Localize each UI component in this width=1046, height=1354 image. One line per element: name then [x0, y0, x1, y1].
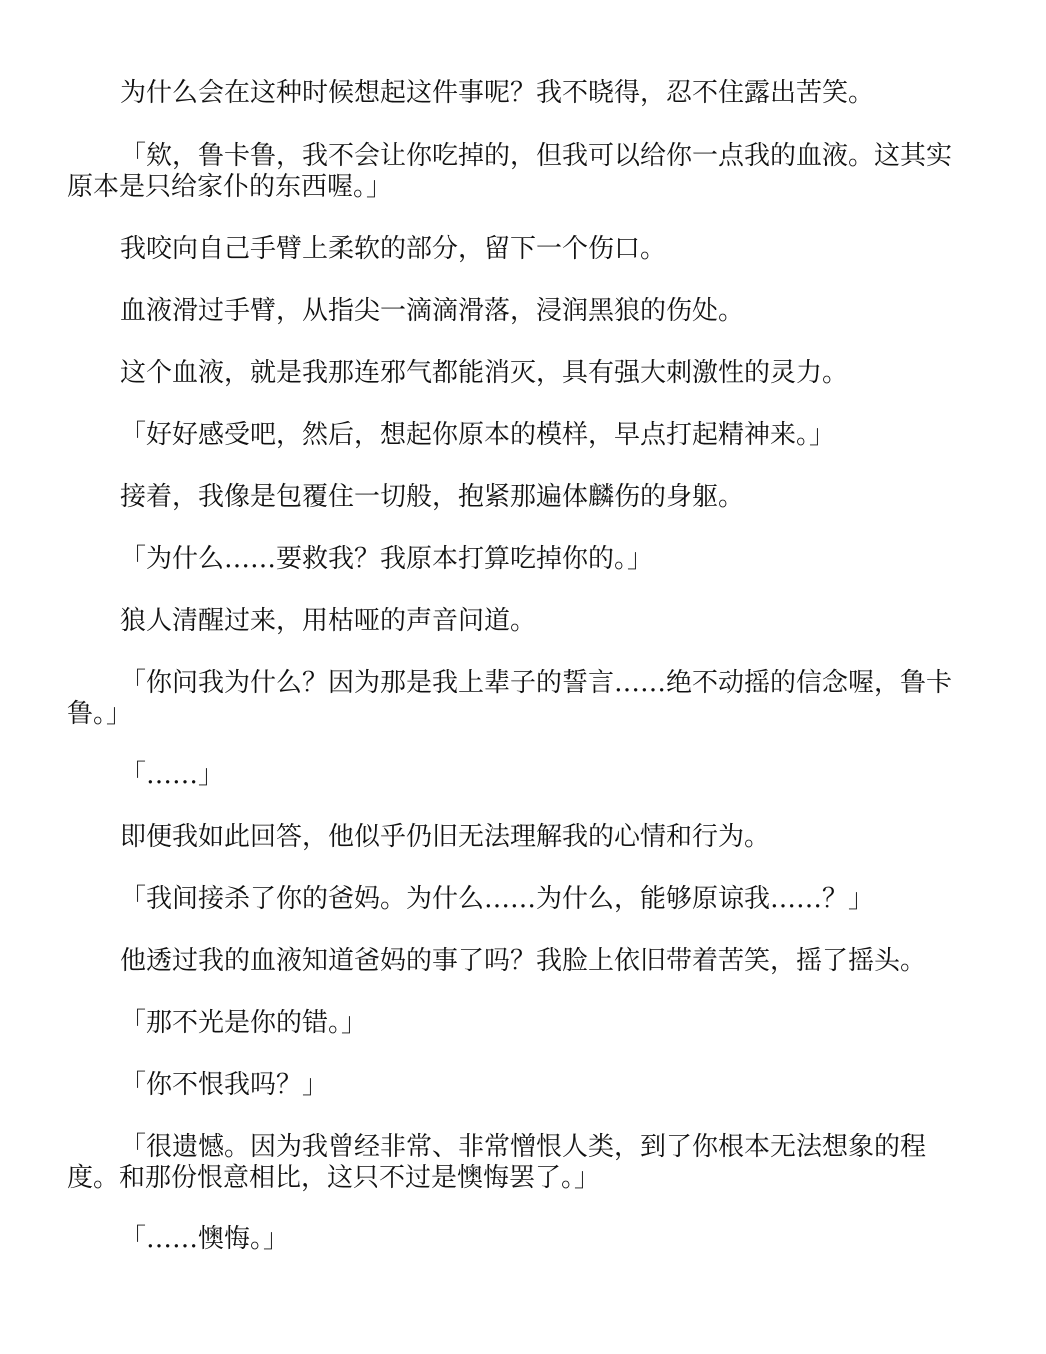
paragraph-4: 血液滑过手臂，从指尖一滴滴滑落，浸润黑狼的伤处。	[120, 296, 745, 326]
paragraph-9: 狼人清醒过来，用枯哑的声音问道。	[120, 606, 537, 636]
paragraph-10: 「你问我为什么？因为那是我上辈子的誓言……绝不动摇的信念喔，鲁卡鲁。」	[67, 668, 953, 729]
paragraph-2: 「欸，鲁卡鲁，我不会让你吃掉的，但我可以给你一点我的血液。这其实原本是只给家仆的东西喔。」	[67, 141, 953, 202]
paragraph-6: 「好好感受吧，然后，想起你原本的模样，早点打起精神来。」	[120, 420, 836, 450]
paragraph-8: 「为什么……要救我？我原本打算吃掉你的。」	[120, 544, 654, 574]
paragraph-7: 接着，我像是包覆住一切般，抱紧那遍体麟伤的身躯。	[120, 482, 745, 512]
paragraph-18: 「……懊悔。」	[120, 1224, 290, 1254]
paragraph-12: 即便我如此回答，他似乎仍旧无法理解我的心情和行为。	[120, 822, 771, 852]
paragraph-15: 「那不光是你的错。」	[120, 1008, 368, 1038]
paragraph-11: 「……」	[120, 760, 225, 790]
paragraph-14: 他透过我的血液知道爸妈的事了吗？我脸上依旧带着苦笑，摇了摇头。	[120, 946, 927, 976]
paragraph-17: 「很遗憾。因为我曾经非常、非常憎恨人类，到了你根本无法想象的程度。和那份恨意相比，这只不过是懊悔罢了。」	[67, 1132, 927, 1193]
paragraph-16: 「你不恨我吗？」	[120, 1070, 329, 1100]
paragraph-1: 为什么会在这种时候想起这件事呢？我不晓得，忍不住露出苦笑。	[120, 78, 875, 108]
paragraph-13: 「我间接杀了你的爸妈。为什么……为什么，能够原谅我……？」	[120, 884, 875, 914]
paragraph-5: 这个血液，就是我那连邪气都能消灭，具有强大刺激性的灵力。	[120, 358, 849, 388]
paragraph-3: 我咬向自己手臂上柔软的部分，留下一个伤口。	[120, 234, 667, 264]
